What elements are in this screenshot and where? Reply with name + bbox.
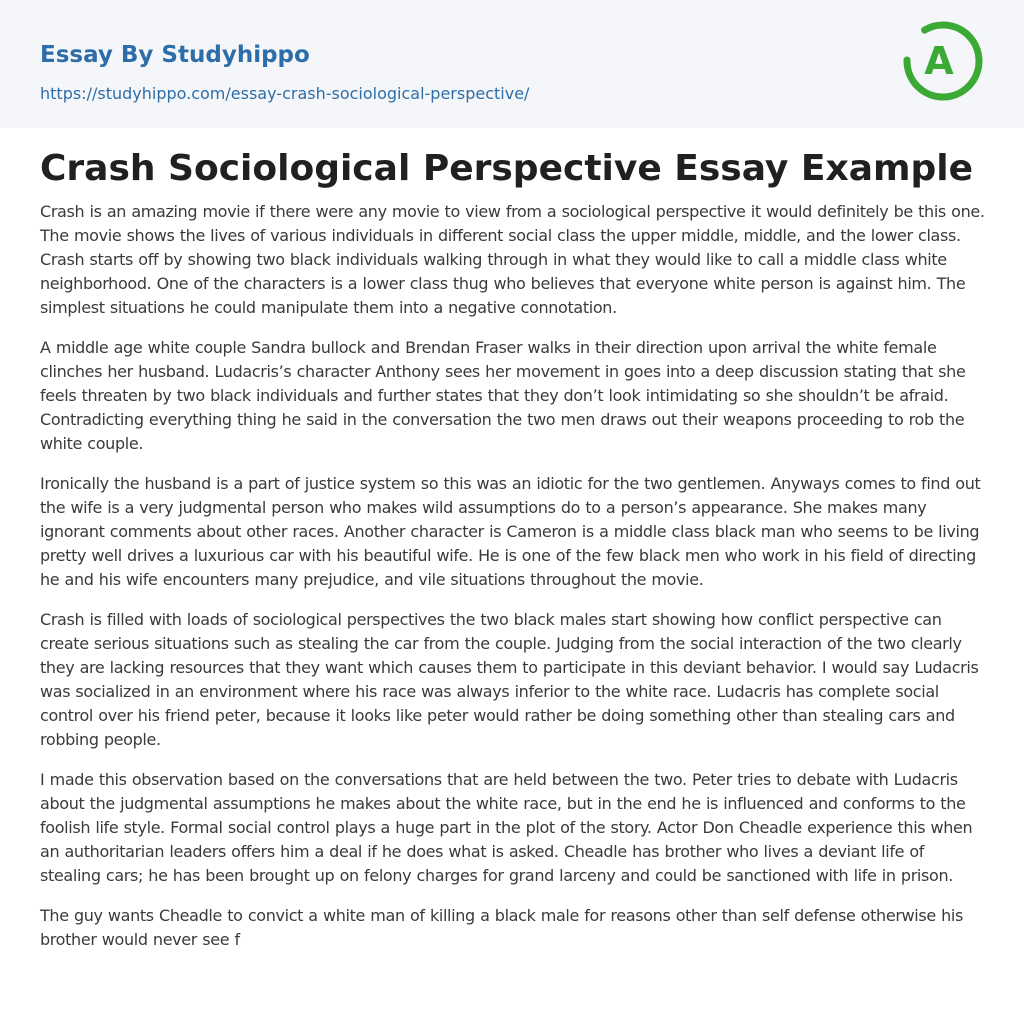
logo-letter: A xyxy=(924,39,954,83)
article-body xyxy=(40,146,986,968)
studyhippo-logo-icon[interactable] xyxy=(900,18,986,104)
site-header xyxy=(0,0,1024,128)
article-paragraph: Crash is an amazing movie if there were any movie to view from a sociological perspective it would definitely be this one. The movie shows the lives of various individuals in different social class the upper middle, middle, and the lower class. Crash starts off by showing two black individuals walking through in what they would like to call a middle class white neighborhood. One of the characters is a lower class thug who believes that everyone white person is against him. The simplest situations he could manipulate them into a negative connotation. xyxy=(40,202,985,317)
article-paragraph: The guy wants Cheadle to convict a white man of killing a black male for reasons other than self defense otherwise his brother would never see f xyxy=(40,906,963,949)
article-paragraph: Crash is filled with loads of sociological perspectives the two black males start showing how conflict perspective can create serious situations such as stealing the car from the couple. Judging from the social interaction of the two clearly they are lacking resources that they want which causes them to participate in this deviant behavior. I would say Ludacris was socialized in an environment where his race was always inferior to the white race. Ludacris has complete social control over his friend peter, because it looks like peter would rather be doing something other than stealing cars and robbing people. xyxy=(40,610,979,749)
article-title: Crash Sociological Perspective Essay Example xyxy=(40,148,974,189)
article-url-link[interactable]: https://studyhippo.com/essay-crash-sociological-perspective/ xyxy=(40,84,530,103)
article-paragraph: Ironically the husband is a part of justice system so this was an idiotic for the two gentlemen. Anyways comes to find out the wife is a very judgmental person who makes wild assumptions do to a person’s appearance. She makes many ignorant comments about other races. Another character is Cameron is a middle class black man who seems to be living pretty well drives a luxurious car with his beautiful wife. He is one of the few black men who work in his field of directing he and his wife encounters many prejudice, and vile situations throughout the movie. xyxy=(40,474,981,589)
site-title[interactable]: Essay By Studyhippo xyxy=(40,42,310,68)
article-paragraph: A middle age white couple Sandra bullock and Brendan Fraser walks in their direction upon arrival the white female clinches her husband. Ludacris’s character Anthony sees her movement in goes into a deep discussion stating that she feels threaten by two black individuals and further states that they don’t look intimidating so she shouldn’t be afraid. Contradicting everything thing he said in the conversation the two men draws out their weapons proceeding to rob the white couple. xyxy=(40,338,966,453)
article-paragraph: I made this observation based on the conversations that are held between the two. Peter tries to debate with Ludacris about the judgmental assumptions he makes about the white race, but in the end he is influenced and conforms to the foolish life style. Formal social control plays a huge part in the plot of the story. Actor Don Cheadle experience this when an authoritarian leaders offers him a deal if he does what is asked. Cheadle has brother who lives a deviant life of stealing cars; he has been brought up on felony charges for grand larceny and could be sanctioned with life in prison. xyxy=(40,770,973,885)
